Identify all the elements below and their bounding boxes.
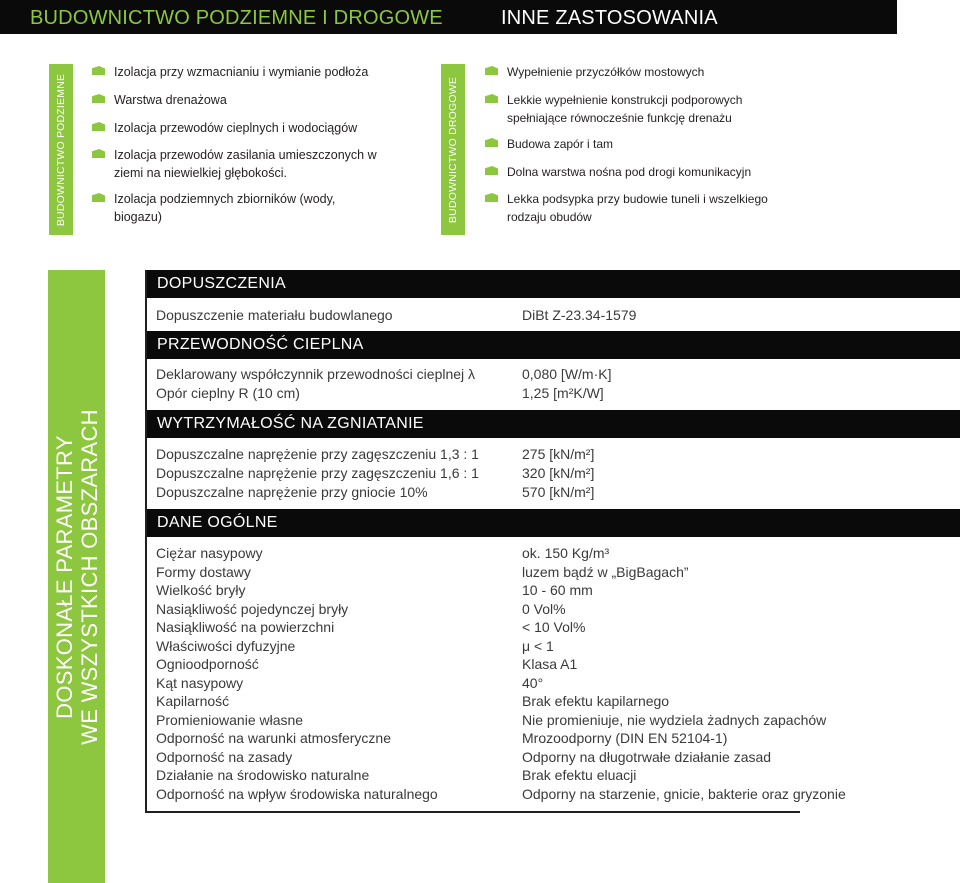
table-row [156, 601, 956, 620]
house-bullet-icon [485, 193, 498, 202]
row-value: 0,080 [W/m·K] [522, 366, 612, 382]
row-value: Brak efektu kapilarnego [522, 693, 670, 709]
parameters-panel [145, 270, 960, 813]
row-value: μ < 1 [522, 638, 554, 654]
row-value: 40° [522, 675, 544, 691]
list-item: Budowa zapór i tam [507, 135, 613, 153]
table-row [156, 366, 956, 385]
row-label: Odporność na wpływ środowiska naturalnego [156, 786, 438, 802]
table-row [156, 484, 956, 503]
row-value: Odporny na starzenie, gnicie, bakterie oraz gryzonie [522, 786, 846, 802]
house-bullet-icon [92, 66, 105, 75]
row-label: Nasiąkliwość pojedynczej bryły [156, 601, 349, 617]
list-item: Warstwa drenażowa [114, 91, 227, 109]
table-row [156, 749, 956, 768]
table-row [156, 675, 956, 694]
house-bullet-icon [485, 166, 498, 175]
header-title-underground-road: BUDOWNICTWO PODZIEMNE I DROGOWE [30, 7, 443, 29]
table-row [156, 767, 956, 786]
list-item: Lekkie wypełnienie konstrukcji podporowych spełniające równocześnie funkcję drenażu [507, 91, 742, 127]
house-bullet-icon [92, 149, 105, 158]
table-row [156, 786, 956, 805]
parameters-side-label-text [52, 409, 102, 745]
house-bullet-icon [92, 122, 105, 131]
row-value: 275 [kN/m²] [522, 446, 595, 462]
row-label: Odporność na zasady [156, 749, 293, 765]
table-row [156, 545, 956, 564]
row-label: Deklarowany współczynnik przewodności cieplnej λ [156, 366, 476, 382]
table-row [156, 385, 956, 404]
section-header-strength [147, 410, 960, 438]
section-title: PRZEWODNOŚĆ CIEPLNA [157, 336, 364, 353]
row-value: Brak efektu eluacji [522, 767, 637, 783]
table-row [156, 693, 956, 712]
row-label: Kąt nasypowy [156, 675, 244, 691]
header-bar [0, 0, 897, 34]
section-header-approvals [147, 270, 960, 298]
table-row [156, 307, 956, 326]
list-item: Wypełnienie przyczółków mostowych [507, 63, 704, 81]
row-value: 570 [kN/m²] [522, 484, 595, 500]
table-row [156, 730, 956, 749]
house-bullet-icon [485, 66, 498, 75]
section-header-general [147, 509, 960, 537]
underground-side-label-text: BUDOWNICTWO PODZIEMNE [55, 73, 67, 226]
list-item: Izolacja przewodów zasilania umieszczonych w ziemi na niewielkiej głębokości. [114, 146, 377, 182]
section-header-thermal [147, 331, 960, 359]
row-label: Dopuszczalne naprężenie przy zagęszczeniu 1,6 : 1 [156, 465, 479, 481]
parameters-side-label [48, 270, 105, 883]
row-value: DiBt Z-23.34-1579 [522, 307, 637, 323]
underground-side-label [49, 64, 73, 235]
row-label: Ognioodporność [156, 656, 259, 672]
row-value: ok. 150 Kg/m³ [522, 545, 610, 561]
section-title: DOPUSZCZENIA [157, 275, 286, 292]
table-row [156, 656, 956, 675]
row-label: Właściwości dyfuzyjne [156, 638, 296, 654]
row-label: Promieniowanie własne [156, 712, 304, 728]
row-label: Dopuszczenie materiału budowlanego [156, 307, 393, 323]
table-row [156, 619, 956, 638]
row-label: Opór cieplny R (10 cm) [156, 385, 300, 401]
row-label: Kapilarność [156, 693, 230, 709]
row-value: Nie promieniuje, nie wydziela żadnych zapachów [522, 712, 827, 728]
house-bullet-icon [485, 94, 498, 103]
list-item: Izolacja przewodów cieplnych i wodociągów [114, 119, 357, 137]
row-label: Działanie na środowisko naturalne [156, 767, 370, 783]
row-value: 320 [kN/m²] [522, 465, 595, 481]
row-value: luzem bądź w „BigBagach” [522, 564, 689, 580]
house-bullet-icon [92, 193, 105, 202]
table-row [156, 638, 956, 657]
panel-bottom-border [145, 811, 800, 813]
list-item: Izolacja podziemnych zbiorników (wody, biogazu) [114, 190, 335, 226]
parameters-label-line-1: DOSKONAŁE PARAMETRY [51, 434, 77, 719]
row-value: Klasa A1 [522, 656, 578, 672]
road-side-label [441, 64, 465, 235]
row-value: 10 - 60 mm [522, 582, 593, 598]
row-value: Mrozoodporny (DIN EN 52104-1) [522, 730, 728, 746]
row-value: < 10 Vol% [522, 619, 586, 635]
table-row [156, 465, 956, 484]
section-title: WYTRZYMAŁOŚĆ NA ZGNIATANIE [157, 415, 424, 432]
row-label: Formy dostawy [156, 564, 251, 580]
list-item: Lekka podsypka przy budowie tuneli i wszelkiego rodzaju obudów [507, 190, 768, 226]
row-label: Odporność na warunki atmosferyczne [156, 730, 391, 746]
row-value: 1,25 [m²K/W] [522, 385, 604, 401]
row-label: Dopuszczalne naprężenie przy zagęszczeniu 1,3 : 1 [156, 446, 479, 462]
section-title: DANE OGÓLNE [157, 514, 278, 531]
parameters-label-line-2: WE WSZYSTKICH OBSZARACH [76, 408, 102, 745]
row-label: Wielkość bryły [156, 582, 246, 598]
table-row [156, 446, 956, 465]
road-side-label-text: BUDOWNICTWO DROGOWE [447, 76, 459, 223]
table-row [156, 564, 956, 583]
table-row [156, 712, 956, 731]
list-item: Dolna warstwa nośna pod drogi komunikacyjn [507, 163, 751, 181]
row-value: 0 Vol% [522, 601, 566, 617]
row-label: Ciężar nasypowy [156, 545, 263, 561]
house-bullet-icon [92, 94, 105, 103]
row-label: Nasiąkliwość na powierzchni [156, 619, 335, 635]
list-item: Izolacja przy wzmacnianiu i wymianie podłoża [114, 63, 368, 81]
table-row [156, 582, 956, 601]
row-label: Dopuszczalne naprężenie przy gniocie 10% [156, 484, 428, 500]
row-value: Odporny na długotrwałe działanie zasad [522, 749, 772, 765]
header-title-other-uses: INNE ZASTOSOWANIA [501, 7, 718, 29]
house-bullet-icon [485, 138, 498, 147]
